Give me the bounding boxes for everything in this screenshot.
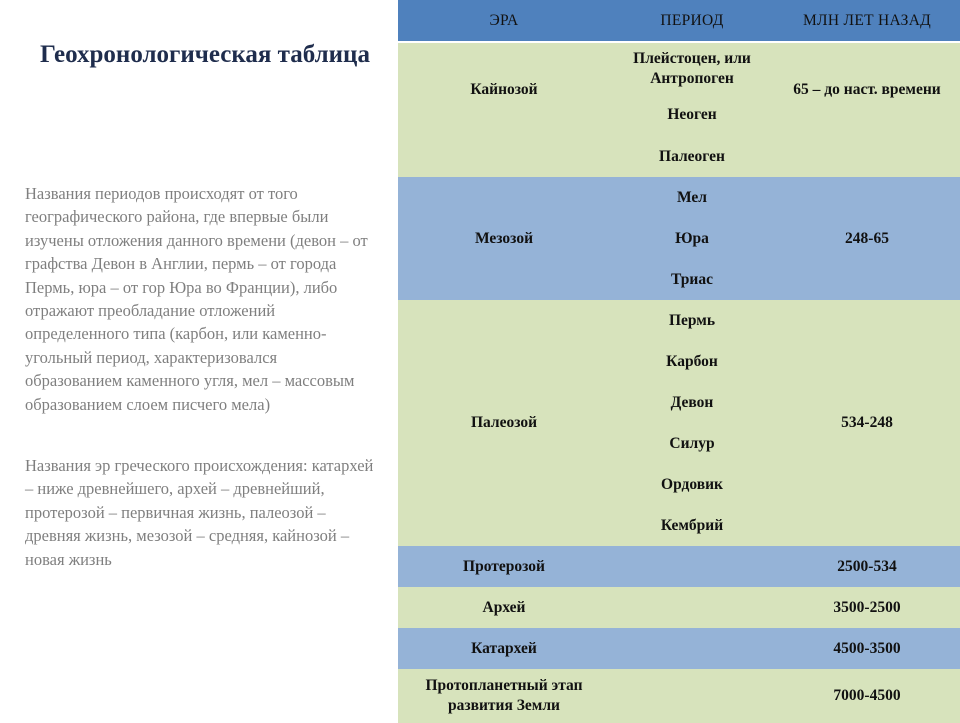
period-cell: Триас [610,259,774,300]
period-cell: Юра [610,218,774,259]
table-row [398,628,960,669]
age-cell: 248-65 [774,177,960,300]
periods-naming-text: Названия периодов происходят от того географического района, где впервые были изучены отложения данного времени (девон – от графства Девон в Англии, пермь – от города Пермь, юра – от гор Юра во Франции), либо отражают преобладание отложений определенного типа (карбон, или каменно-угольный период, характеризовался образованием каменного угля, мел – массовым образованием слоем писчего мела) [25,184,368,414]
era-cell: Мезозой [398,177,610,300]
era-cell: Протерозой [398,546,610,587]
table-row [398,300,960,341]
era-cell: Палеозой [398,300,610,546]
period-cell [610,546,774,587]
period-cell: Пермь [610,300,774,341]
era-cell: Кайнозой [398,42,610,136]
table-row [398,669,960,723]
age-cell: 7000-4500 [774,669,960,723]
era-cell-continued [398,136,610,177]
header-period: ПЕРИОД [610,0,774,42]
age-cell: 3500-2500 [774,587,960,628]
era-cell: Архей [398,587,610,628]
period-cell [610,587,774,628]
era-cell: Протопланетный этап развития Земли [398,669,610,723]
age-cell-continued [774,136,960,177]
eras-naming-text: Названия эр греческого происхождения: катархей – ниже древнейшего, архей – древнейший, протерозой – первичная жизнь, палеозой – древняя жизнь, мезозой – средняя, кайнозой – новая жизнь [25,456,374,569]
period-cell: Кембрий [610,505,774,546]
table-row [398,587,960,628]
age-cell: 534-248 [774,300,960,546]
table-row [398,42,960,95]
age-cell: 2500-534 [774,546,960,587]
period-cell: Силур [610,423,774,464]
table-row [398,136,960,177]
geochronological-table [398,0,960,723]
table-row [398,546,960,587]
period-cell: Неоген [610,95,774,136]
header-age: МЛН ЛЕТ НАЗАД [774,0,960,42]
period-cell [610,628,774,669]
table-header-row [398,0,960,42]
period-cell: Ордовик [610,464,774,505]
age-cell: 65 – до наст. времени [774,42,960,136]
header-era: ЭРА [398,0,610,42]
period-cell: Карбон [610,341,774,382]
page-title: Геохронологическая таблица [40,41,370,68]
period-cell: Девон [610,382,774,423]
table-row [398,177,960,218]
era-cell: Катархей [398,628,610,669]
period-cell: Мел [610,177,774,218]
period-cell [610,669,774,723]
period-cell: Плейстоцен, или Антропоген [610,42,774,95]
period-cell: Палеоген [610,136,774,177]
age-cell: 4500-3500 [774,628,960,669]
